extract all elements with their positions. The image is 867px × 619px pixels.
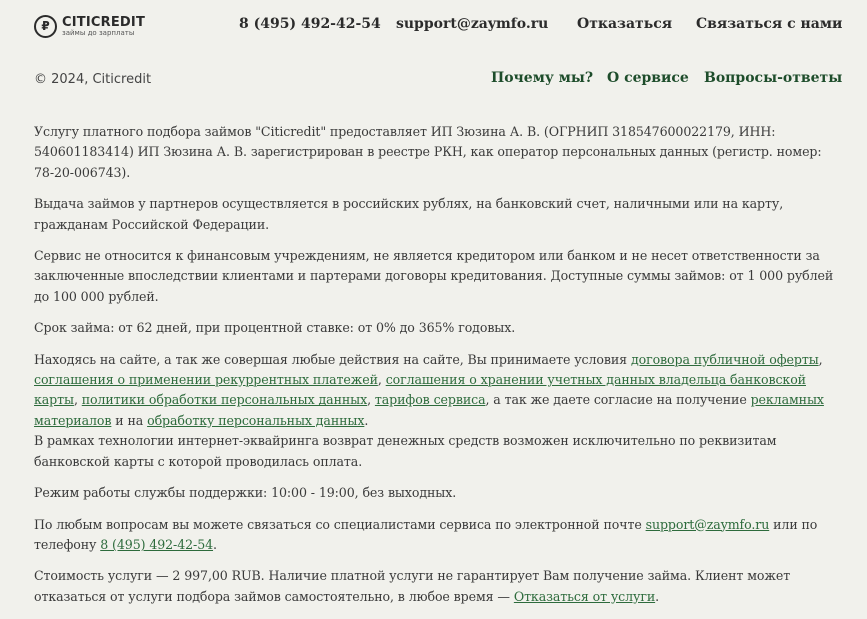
paragraph-cost: Стоимость услуги — 2 997,00 RUB. Наличие платной услуги не гарантирует Вам получение займа. Клиент может отказаться от услуги подбора займов самостоятельно, в любое время — Отказаться от услуги. [34, 568, 791, 604]
ruble-icon: ₽ [34, 15, 57, 38]
sub-bar [34, 70, 843, 90]
link-tariffs[interactable]: тарифов сервиса [374, 392, 486, 408]
link-refuse-service[interactable]: Отказаться от услуги [513, 588, 656, 604]
paragraph-disclaimer: Сервис не относится к финансовым учреждениям, не является кредитором или банком и не несет ответственности за заключенные впоследствии клиентами и партерами договоры кредитования. Доступные суммы займов: от 1 000 рублей до 100 000 рублей. [34, 248, 834, 304]
content-phone-link[interactable]: 8 (495) 492-42-54 [100, 536, 214, 552]
link-card-data-storage[interactable]: соглашения о хранении учетных данных владельца банковской карты [34, 372, 806, 408]
paragraph-term: Срок займа: от 62 дней, при процентной ставке: от 0% до 365% годовых. [34, 320, 516, 336]
copyright: © 2024, Citicredit [34, 72, 152, 87]
header [34, 12, 843, 40]
paragraph-support-hours: Режим работы службы поддержки: 10:00 - 19:00, без выходных. [34, 485, 457, 501]
header-email-link[interactable]: support@zaymfo.ru [396, 16, 549, 32]
header-refuse-link[interactable]: Отказаться [577, 16, 673, 32]
header-phone-link[interactable]: 8 (495) 492-42-54 [239, 16, 381, 32]
refund-note: В рамках технологии интернет-эквайринга возврат денежных средств возможен исключительно по реквизитам банковской карты с которой проводилась оплата. [34, 433, 777, 469]
link-ad-materials[interactable]: рекламных материалов [34, 392, 824, 428]
paragraph-provider: Услугу платного подбора займов "Citicredit" предоставляет ИП Зюзина А. В. (ОГРНИП 318547600022179, ИНН: 540601183414) ИП Зюзина А. В. зарегистрирован в реестре РКН, как оператор персональных данных (регистр. номер: 78-20-006743). [34, 124, 822, 180]
logo-name: CITICREDIT [62, 14, 146, 30]
legal-text [34, 122, 837, 618]
logo[interactable] [34, 15, 234, 38]
link-privacy-policy[interactable]: политики обработки персональных данных [81, 392, 368, 408]
link-recurring-payments[interactable]: соглашения о применении рекуррентных платежей [34, 372, 378, 388]
content-email-link[interactable]: support@zaymfo.ru [645, 516, 770, 532]
paragraph-contacts: По любым вопросам вы можете связаться со специалистами сервиса по электронной почте support@zaymfo.ru или по телефону 8 (495) 492-42-54. [34, 516, 818, 552]
paragraph-agreements: Находясь на сайте, а так же совершая любые действия на сайте, Вы принимаете условия договора публичной оферты, соглашения о применении рекуррентных платежей, соглашения о хранении учетных данных владельца банковской карты, политики обработки персональных данных, тарифов сервиса, а так же даете согласие на получение рекламных материалов и на обработку персональных данных. В рамках технологии интернет-эквайринга возврат денежных средств возможен исключительно по реквизитам банковской карты с которой проводилась оплата. [34, 351, 824, 469]
link-data-processing[interactable]: обработку персональных данных [147, 412, 365, 428]
logo-tagline: займы до зарплаты [62, 28, 135, 37]
paragraph-issuance: Выдача займов у партнеров осуществляется в российских рублях, на банковский счет, наличными или на карту, гражданам Российской Федерации. [34, 196, 784, 232]
nav-about[interactable]: О сервисе [607, 70, 689, 86]
link-public-offer[interactable]: договора публичной оферты [630, 351, 819, 367]
nav-why-us[interactable]: Почему мы? [491, 70, 594, 86]
logo-text [62, 16, 145, 37]
nav-faq[interactable]: Вопросы-ответы [704, 70, 843, 86]
header-contact-link[interactable]: Связаться с нами [696, 16, 843, 32]
